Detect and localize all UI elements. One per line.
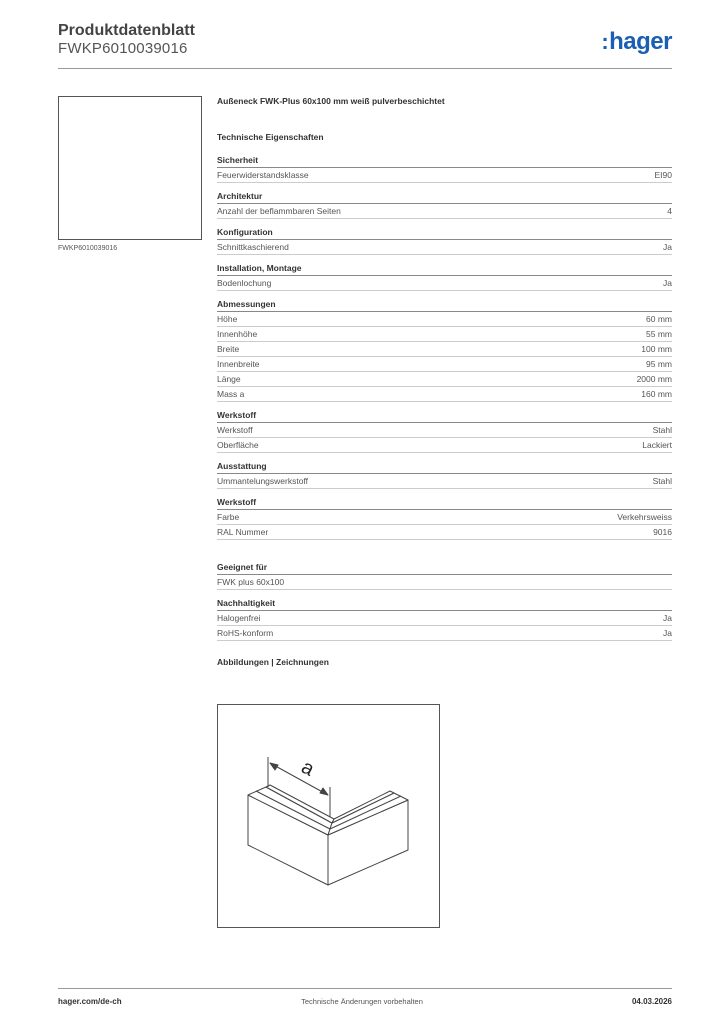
spec-row bbox=[217, 387, 672, 402]
spec-row bbox=[217, 423, 672, 438]
tech-heading: Technische Eigenschaften bbox=[217, 132, 324, 142]
spec-value: 160 mm bbox=[641, 389, 672, 399]
spec-value: Stahl bbox=[652, 425, 672, 435]
spec-group bbox=[217, 299, 672, 402]
spec-label: Farbe bbox=[217, 512, 240, 522]
spec-value: Lackiert bbox=[642, 440, 672, 450]
header-divider bbox=[58, 68, 672, 69]
spec-row bbox=[217, 276, 672, 291]
spec-label: Innenhöhe bbox=[217, 329, 258, 339]
dimension-label-a: a bbox=[297, 755, 318, 781]
spec-group bbox=[217, 562, 672, 590]
spec-row bbox=[217, 575, 672, 590]
spec-row bbox=[217, 525, 672, 540]
product-image-caption: FWKP6010039016 bbox=[58, 245, 118, 252]
spec-group-title: Werkstoff bbox=[217, 497, 672, 510]
product-image bbox=[58, 96, 202, 240]
spec-group-title: Werkstoff bbox=[217, 410, 672, 423]
spec-label: Ummantelungswerkstoff bbox=[217, 476, 309, 486]
footer-notice: Technische Änderungen vorbehalten bbox=[301, 997, 423, 1006]
spec-label: Höhe bbox=[217, 314, 238, 324]
spec-row bbox=[217, 327, 672, 342]
drawings-heading: Abbildungen | Zeichnungen bbox=[217, 657, 329, 667]
spec-row bbox=[217, 626, 672, 641]
spec-section bbox=[217, 96, 672, 667]
spec-label: Breite bbox=[217, 344, 240, 354]
spec-row bbox=[217, 372, 672, 387]
spec-group-title: Abmessungen bbox=[217, 299, 672, 312]
spec-row bbox=[217, 342, 672, 357]
spec-group-title: Installation, Montage bbox=[217, 263, 672, 276]
spec-groups bbox=[217, 155, 672, 641]
spec-label: Werkstoff bbox=[217, 425, 253, 435]
corner-drawing-svg bbox=[218, 705, 439, 927]
spec-value: 95 mm bbox=[646, 359, 672, 369]
technical-drawing bbox=[217, 704, 440, 928]
spec-row bbox=[217, 474, 672, 489]
spec-group-title: Geeignet für bbox=[217, 562, 672, 575]
spec-group bbox=[217, 461, 672, 489]
spec-value: 100 mm bbox=[641, 344, 672, 354]
spec-group bbox=[217, 598, 672, 641]
spec-row bbox=[217, 204, 672, 219]
spec-label: Anzahl der beflammbaren Seiten bbox=[217, 206, 341, 216]
spec-label: Innenbreite bbox=[217, 359, 260, 369]
spec-value: 2000 mm bbox=[636, 374, 672, 384]
spec-label: FWK plus 60x100 bbox=[217, 577, 285, 587]
spec-group bbox=[217, 227, 672, 255]
spec-row bbox=[217, 611, 672, 626]
spec-label: Schnittkaschierend bbox=[217, 242, 289, 252]
spec-group bbox=[217, 191, 672, 219]
spec-label: Oberfläche bbox=[217, 440, 259, 450]
spec-row bbox=[217, 357, 672, 372]
spec-value: Verkehrsweiss bbox=[617, 512, 672, 522]
spec-group bbox=[217, 410, 672, 453]
spec-value: 60 mm bbox=[646, 314, 672, 324]
article-number: FWKP6010039016 bbox=[58, 40, 188, 57]
spec-label: RoHS-konform bbox=[217, 628, 274, 638]
spec-row bbox=[217, 510, 672, 525]
spec-label: Mass a bbox=[217, 389, 245, 399]
footer-website[interactable]: hager.com/de-ch bbox=[58, 997, 122, 1006]
spec-value: Ja bbox=[663, 278, 672, 288]
spec-value: Ja bbox=[663, 628, 672, 638]
spec-value: 55 mm bbox=[646, 329, 672, 339]
spec-group-title: Nachhaltigkeit bbox=[217, 598, 672, 611]
spec-group bbox=[217, 497, 672, 540]
page-title: Produktdatenblatt bbox=[58, 22, 195, 39]
spec-label: Bodenlochung bbox=[217, 278, 272, 288]
spec-value: Stahl bbox=[652, 476, 672, 486]
footer-date: 04.03.2026 bbox=[631, 997, 672, 1006]
spec-label: Länge bbox=[217, 374, 241, 384]
spec-value: Ja bbox=[663, 242, 672, 252]
spec-value: Ja bbox=[663, 613, 672, 623]
spec-group-title: Sicherheit bbox=[217, 155, 672, 168]
spec-row bbox=[217, 438, 672, 453]
spec-label: Feuerwiderstandsklasse bbox=[217, 170, 309, 180]
spec-group-title: Architektur bbox=[217, 191, 672, 204]
spec-label: Halogenfrei bbox=[217, 613, 261, 623]
spec-value: 4 bbox=[667, 206, 672, 216]
hager-logo: :hager bbox=[601, 28, 672, 55]
spec-group bbox=[217, 155, 672, 183]
product-title: Außeneck FWK-Plus 60x100 mm weiß pulverbeschichtet bbox=[217, 96, 445, 106]
spec-group-title: Konfiguration bbox=[217, 227, 672, 240]
spec-group bbox=[217, 263, 672, 291]
spec-row bbox=[217, 240, 672, 255]
spec-group-title: Ausstattung bbox=[217, 461, 672, 474]
spec-row bbox=[217, 312, 672, 327]
section-spacer bbox=[217, 548, 672, 562]
spec-value: 9016 bbox=[653, 527, 672, 537]
spec-row bbox=[217, 168, 672, 183]
footer-divider bbox=[58, 988, 672, 989]
spec-value: EI90 bbox=[654, 170, 672, 180]
spec-label: RAL Nummer bbox=[217, 527, 269, 537]
